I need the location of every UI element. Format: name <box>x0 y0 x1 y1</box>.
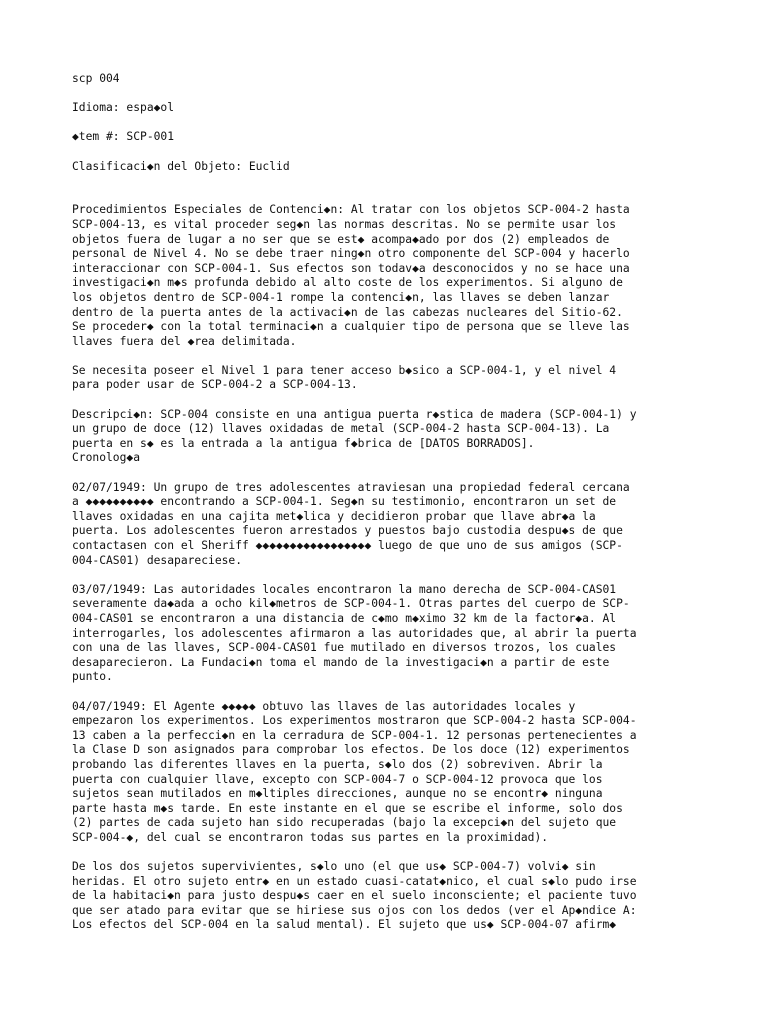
timeline-entry-1949-07-04: 04/07/1949: El Agente ◆◆◆◆◆ obtuvo las llaves de las autoridades locales y empezaron los experimentos. Los experimentos mostraron que SCP-004-2 hasta SCP-004- 13 caben a la perfecci◆n en la cerradura de SCP-004-1. 12 personas pertenecientes a la Clase D son asignados para comprobar los efectos. De los doce (12) experimentos probando las diferentes llaves en la puerta, s◆lo dos (2) sobreviven. Abrir la puerta con cualquier llave, excepto con SCP-004-7 o SCP-004-12 provoca que los sujetos sean mutilados en m◆ltiples direcciones, aunque no se encontr◆ ninguna parte hasta m◆s tarde. En este instante en el que se escribe el informe, solo dos (2) partes de cada sujeto han sido recuperadas (bajo la excepci◆n del sujeto que SCP-004-◆, del cual se encontraron todas sus partes en la proximidad). <box>72 699 637 844</box>
containment-procedures-paragraph: Procedimientos Especiales de Contenci◆n: Al tratar con los objetos SCP-004-2 hasta SCP-004-13, es vital proceder seg◆n las normas descritas. No se permite usar los objetos fuera de lugar a no ser que se est◆ acompa◆ado por dos (2) empleados de personal de Nivel 4. No se debe traer ning◆n otro componente del SCP-004 y hacerlo interaccionar con SCP-004-1. Sus efectos son todav◆a desconocidos y no se hace una investigaci◆n m◆s profunda debido al alto coste de los experimentos. Si alguno de los objetos dentro de SCP-004-1 rompe la contenci◆n, las llaves se deben lanzar dentro de la puerta antes de la activaci◆n de las cabezas nucleares del Sitio-62. Se proceder◆ con la total terminaci◆n a cualquier tipo de persona que se lleve las llaves fuera del ◆rea delimitada. <box>72 203 630 348</box>
document-page <box>72 72 712 948</box>
timeline-entry-1949-07-03: 03/07/1949: Las autoridades locales encontraron la mano derecha de SCP-004-CAS01 severamente da◆ada a ocho kil◆metros de SCP-004-1. Otras partes del cuerpo de SCP- 004-CAS01 se encontraron a una distancia de c◆mo m◆ximo 32 km de la factor◆a. Al interrogarles, los adolescentes afirmaron a las autoridades que, al abrir la puerta con una de las llaves, SCP-004-CAS01 fue mutilado en diversos trozos, los cuales desaparecieron. La Fundaci◆n toma el mando de la investigaci◆n a partir de este punto. <box>72 582 637 684</box>
description-paragraph: Descripci◆n: SCP-004 consiste en una antigua puerta r◆stica de madera (SCP-004-1) y un grupo de doce (12) llaves oxidadas de metal (SCP-004-2 hasta SCP-004-13). La puerta en s◆ es la entrada a la antigua f◆brica de [DATOS BORRADOS]. Cronolog◆a <box>72 407 637 465</box>
object-class-line: Clasificaci◆n del Objeto: Euclid <box>72 159 290 173</box>
survivors-paragraph: De los dos sujetos supervivientes, s◆lo uno (el que us◆ SCP-004-7) volvi◆ sin heridas. El otro sujeto entr◆ en un estado cuasi-catat◆nico, el cual s◆lo pudo irse de la habitaci◆n para justo despu◆s caer en el suelo inconsciente; el paciente tuvo que ser atado para evitar que se hiriese sus ojos con los dedos (ver el Ap◆ndice A: Los efectos del SCP-004 en la salud mental). El sujeto que us◆ SCP-004-07 afirm◆ <box>72 860 637 932</box>
item-number-line: ◆tem #: SCP-001 <box>72 130 175 144</box>
language-line: Idioma: espa◆ol <box>72 101 175 115</box>
spacer <box>72 189 712 204</box>
access-level-paragraph: Se necesita poseer el Nivel 1 para tener acceso b◆sico a SCP-004-1, y el nivel 4 para poder usar de SCP-004-2 a SCP-004-13. <box>72 363 617 392</box>
document-title: scp 004 <box>72 72 120 85</box>
timeline-entry-1949-07-02: 02/07/1949: Un grupo de tres adolescentes atraviesan una propiedad federal cercana a ◆◆◆◆◆◆◆◆◆◆ encontrando a SCP-004-1. Seg◆n su testimonio, encontraron un set de llaves oxidadas en una cajita met◆lica y decidieron probar que llave abr◆a la puerta. Los adolescentes fueron arrestados y puestos bajo custodia despu◆s de que contactasen con el Sheriff ◆◆◆◆◆◆◆◆◆◆◆◆◆◆◆◆◆ luego de que uno de sus amigos (SCP- 004-CAS01) desapareciese. <box>72 480 630 567</box>
